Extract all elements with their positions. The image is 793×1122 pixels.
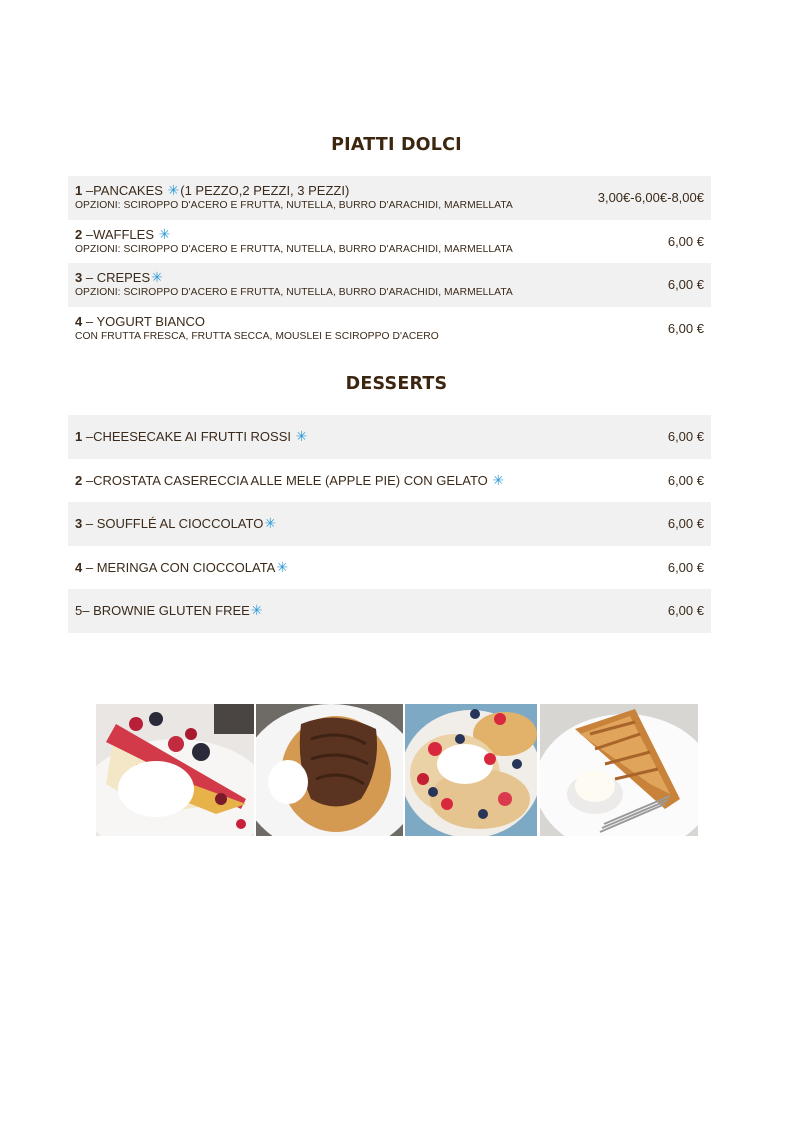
- menu-row: [68, 220, 711, 264]
- item-number: 3: [75, 270, 83, 286]
- item-number: 4: [75, 559, 83, 575]
- item-price: 6,00 €: [667, 603, 704, 619]
- item-name: –WAFFLES: [82, 226, 158, 242]
- item-number: 4: [75, 313, 83, 329]
- snowflake-icon: ✳: [167, 182, 180, 199]
- menu-row: [68, 502, 711, 546]
- item-name: –CHEESECAKE AI FRUTTI ROSSI: [82, 429, 295, 445]
- dessert-photo-strip: [96, 704, 698, 836]
- apple-pie-photo: [540, 704, 698, 836]
- snowflake-icon: ✳: [276, 558, 289, 575]
- snowflake-icon: ✳: [264, 515, 277, 532]
- menu-row: [68, 546, 711, 590]
- item-price: 6,00 €: [667, 429, 704, 445]
- item-price: 6,00 €: [667, 472, 704, 488]
- item-description: OPZIONI: SCIROPPO D'ACERO E FRUTTA, NUTELLA, BURRO D'ARACHIDI, MARMELLATA: [75, 287, 513, 299]
- menu-row: [68, 459, 711, 503]
- item-number: 3: [75, 516, 83, 532]
- desserts-table: [68, 415, 711, 633]
- menu-row: [68, 415, 711, 459]
- item-name: – YOGURT BIANCO: [82, 313, 206, 329]
- menu-row: [68, 176, 711, 220]
- item-name: –PANCAKES: [82, 183, 167, 199]
- pancakes-photo: [405, 704, 537, 836]
- piatti-dolci-table: [68, 176, 711, 350]
- item-number: 2: [75, 472, 83, 488]
- menu-row: [68, 307, 711, 351]
- snowflake-icon: ✳: [295, 428, 308, 445]
- item-name: – MERINGA CON CIOCCOLATA: [82, 559, 276, 575]
- snowflake-icon: ✳: [158, 225, 171, 242]
- item-name: – CREPES: [82, 270, 151, 286]
- menu-row: [68, 263, 711, 307]
- waffle-photo: [256, 704, 403, 836]
- item-description: CON FRUTTA FRESCA, FRUTTA SECCA, MOUSLEI E SCIROPPO D'ACERO: [75, 330, 439, 342]
- item-price: 3,00€-6,00€-8,00€: [597, 190, 704, 206]
- item-name: – SOUFFLÉ AL CIOCCOLATO: [82, 516, 264, 532]
- item-name-options: (1 PEZZO,2 PEZZI, 3 PEZZI): [180, 183, 350, 199]
- snowflake-icon: ✳: [151, 269, 163, 286]
- item-name: 5– BROWNIE GLUTEN FREE: [75, 603, 250, 619]
- item-price: 6,00 €: [667, 516, 704, 532]
- section-title-piatti-dolci: PIATTI DOLCI: [331, 135, 462, 155]
- item-number: 2: [75, 226, 83, 242]
- snowflake-icon: ✳: [492, 471, 505, 488]
- item-name: –CROSTATA CASERECCIA ALLE MELE (APPLE PIE) CON GELATO: [82, 472, 492, 488]
- item-number: 1: [75, 429, 83, 445]
- cheesecake-photo: [96, 704, 254, 836]
- item-price: 6,00 €: [667, 320, 704, 336]
- item-description: OPZIONI: SCIROPPO D'ACERO E FRUTTA, NUTELLA, BURRO D'ARACHIDI, MARMELLATA: [75, 200, 513, 212]
- snowflake-icon: ✳: [250, 602, 263, 619]
- item-price: 6,00 €: [667, 559, 704, 575]
- item-description: OPZIONI: SCIROPPO D'ACERO E FRUTTA, NUTELLA, BURRO D'ARACHIDI, MARMELLATA: [75, 243, 513, 255]
- item-price: 6,00 €: [667, 277, 704, 293]
- item-price: 6,00 €: [667, 233, 704, 249]
- section-title-desserts: DESSERTS: [345, 374, 448, 394]
- item-number: 1: [75, 183, 83, 199]
- menu-row: [68, 589, 711, 633]
